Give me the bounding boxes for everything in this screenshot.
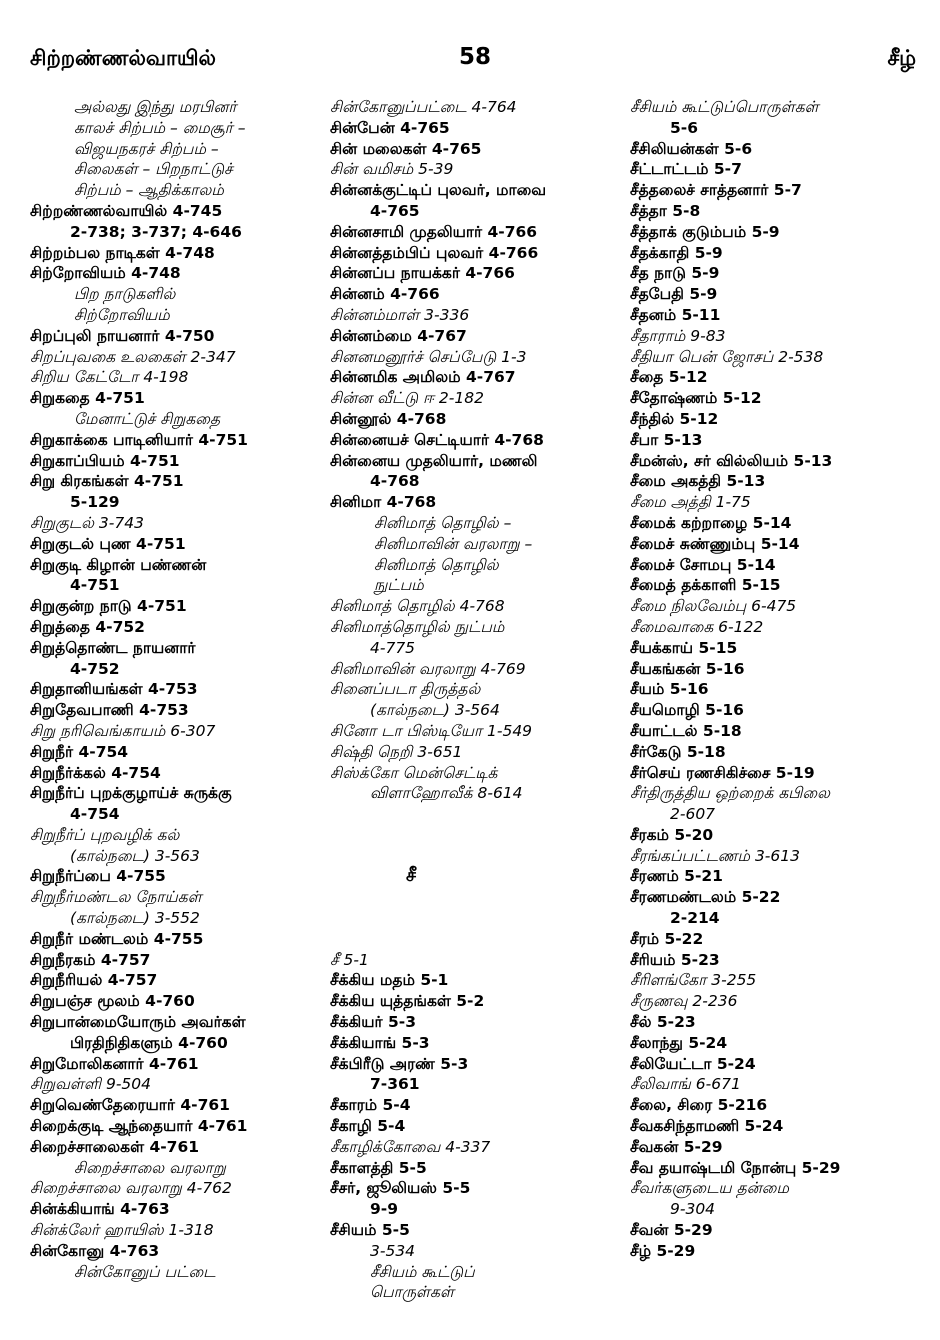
index-entry: சிறப்புலி நாயனார் 4-750 xyxy=(30,326,215,345)
index-subentry: பொருள்கள் xyxy=(370,1283,454,1302)
index-entry: சின்னம்மாள் 3-336 xyxy=(330,305,470,324)
index-entry: சீயமொழி 5-16 xyxy=(630,701,744,720)
index-entry: சீவகன் 5-29 xyxy=(630,1137,723,1156)
index-entry: சீவ தயாஷ்டமி நோன்பு 5-29 xyxy=(630,1158,841,1177)
index-subentry: (கால்நடை) 3-552 xyxy=(70,909,200,928)
index-entry: சீவன் 5-29 xyxy=(630,1221,713,1240)
index-entry: சிறு கிரகங்கள் 4-751 xyxy=(30,472,184,491)
index-entry: சிறுமோலிகனார் 4-761 xyxy=(30,1054,199,1073)
index-subentry: (கால்நடை) 3-563 xyxy=(70,846,200,865)
index-entry: சீயாட்டல் 5-18 xyxy=(630,721,742,740)
index-subentry: நுட்பம் xyxy=(374,576,424,595)
page-number: 58 xyxy=(458,44,491,70)
index-subentry: விஜயநகரச் சிற்பம் – xyxy=(74,139,219,158)
index-entry: சின் மலைகள் 4-765 xyxy=(330,139,482,158)
index-entry: சீதபேதி 5-9 xyxy=(630,285,718,304)
index-entry: சிற்றண்ணல்வாயில் 4-745 xyxy=(30,201,223,220)
page-header xyxy=(0,44,940,84)
index-entry: சின்னசாமி முதலியார் 4-766 xyxy=(330,222,538,241)
index-subentry: 4-752 xyxy=(70,659,120,678)
index-entry: சீமைக் கற்றாழை 5-14 xyxy=(630,513,792,532)
index-entry: சின்னத்தம்பிப் புலவர் 4-766 xyxy=(330,243,539,262)
index-entry: சீக்கியர் 5-3 xyxy=(330,1013,416,1032)
index-entry: சின்னம் 4-766 xyxy=(330,285,440,304)
index-column-3 xyxy=(630,97,930,1262)
index-entry: சின்கோனுப்பட்டை 4-764 xyxy=(330,98,517,116)
index-entry: சிறைச்சாலைகள் 4-761 xyxy=(30,1137,200,1156)
index-subentry: 2-738; 3-737; 4-646 xyxy=(70,222,242,241)
index-entry: சீழ் 5-29 xyxy=(630,1241,696,1260)
index-subentry: 3-534 xyxy=(370,1241,416,1260)
index-subentry: சிற்பம் – ஆதிக்காலம் xyxy=(74,181,224,200)
index-entry: சிற்றம்பல நாடிகள் 4-748 xyxy=(30,243,215,262)
index-entry: சிறுநீர் 4-754 xyxy=(30,742,129,761)
index-entry: சின்னமிக அமிலம் 4-767 xyxy=(330,368,516,387)
index-entry: சின்னைய முதலியார், மணலி xyxy=(330,451,538,470)
index-entry: சீர்கேடு 5-18 xyxy=(630,742,726,761)
index-entry: சிறிய கேட்டோ 4-198 xyxy=(30,368,189,387)
index-entry: சீதாராம் 9-83 xyxy=(630,326,726,345)
index-subentry: சினிமாவின் வரலாறு – xyxy=(374,534,533,553)
index-entry: சிறுநீர்ப் புறக்குழாய்ச் சுருக்கு xyxy=(30,784,232,803)
spacer xyxy=(330,887,628,908)
index-entry: சீகாரம் 5-4 xyxy=(330,1096,411,1115)
index-entry: சிறு நரிவெங்காயம் 6-307 xyxy=(30,721,216,740)
index-entry: சீட்டாட்டம் 5-7 xyxy=(630,160,742,179)
index-entry: சீதியா பென் ஜோசப் 2-538 xyxy=(630,347,824,366)
index-subentry: அல்லது இந்து மரபினர் xyxy=(74,98,237,116)
index-subentry: பிரதிநிதிகளும் 4-760 xyxy=(70,1033,228,1052)
index-subentry: பிற நாடுகளில் xyxy=(74,285,176,304)
index-subentry: 5-129 xyxy=(70,493,120,512)
index-entry: சீரியம் 5-23 xyxy=(630,950,720,969)
index-entry: சின்க்லேர் ஹாயிஸ் 1-318 xyxy=(30,1221,214,1240)
spacer xyxy=(330,908,628,929)
index-entry: சின்னையச் செட்டியார் 4-768 xyxy=(330,430,544,449)
index-entry: சீதனம் 5-11 xyxy=(630,305,721,324)
index-subentry: சீசியம் கூட்டுப் xyxy=(370,1262,475,1281)
index-entry: சிறுகாக்கை பாடினியார் 4-751 xyxy=(30,430,248,449)
index-entry: சிறுத்தொண்ட நாயனார் xyxy=(30,638,196,657)
index-entry: சிறுகுன்ற நாடு 4-751 xyxy=(30,597,187,616)
index-subentry: 4-765 xyxy=(370,201,420,220)
index-entry: சிறுநீரகம் 4-757 xyxy=(30,950,151,969)
index-entry: சீயக்காய் 5-15 xyxy=(630,638,738,657)
index-entry: சீர்செய் ரணசிகிச்சை 5-19 xyxy=(630,763,815,782)
index-entry: சினிமாத்தொழில் நுட்பம் xyxy=(330,617,505,636)
index-entry: சினிமாத் தொழில் 4-768 xyxy=(330,597,505,616)
index-entry: சிறைக்குடி ஆந்தையார் 4-761 xyxy=(30,1117,248,1136)
index-entry: சீரகம் 5-20 xyxy=(630,825,714,844)
index-entry: சீகாளத்தி 5-5 xyxy=(330,1158,427,1177)
index-entry: சீமை அகத்தி 5-13 xyxy=(630,472,766,491)
index-entry: சீருணவு 2-236 xyxy=(630,992,738,1011)
index-entry: சிறுகுடி கிழான் பண்ணன் xyxy=(30,555,207,574)
index-subentry: (கால்நடை) 3-564 xyxy=(370,701,500,720)
index-entry: சிறுவெண்தேரையார் 4-761 xyxy=(30,1096,230,1115)
index-subentry: மேனாட்டுச் சிறுகதை xyxy=(74,409,221,428)
index-subentry: சிலைகள் – பிறநாட்டுச் xyxy=(74,160,233,179)
index-subentry: 7-361 xyxy=(370,1075,420,1094)
index-entry: சின்ன வீட்டு ஈ 2-182 xyxy=(330,389,484,408)
index-subentry: 4-775 xyxy=(370,638,416,657)
index-entry: சின்கோனு 4-763 xyxy=(30,1241,160,1260)
index-entry: சின்னப்ப நாயக்கர் 4-766 xyxy=(330,264,515,283)
index-column-1 xyxy=(30,97,330,1282)
index-entry: சீவர்களுடைய தன்மை xyxy=(630,1179,789,1198)
index-entry: சீமன்ஸ், சர் வில்லியம் 5-13 xyxy=(630,451,833,470)
index-entry: சீக்கிய மதம் 5-1 xyxy=(330,971,449,990)
index-entry: சிற்றோவியம் 4-748 xyxy=(30,264,181,283)
index-entry: சீமைச் சுண்ணும்பு 5-14 xyxy=(630,534,800,553)
index-subentry: 4-751 xyxy=(70,576,120,595)
index-entry: சீமை அத்தி 1-75 xyxy=(630,493,751,512)
index-subentry: சினிமாத் தொழில் xyxy=(374,555,499,574)
index-entry: சீவகசிந்தாமணி 5-24 xyxy=(630,1117,784,1136)
index-entry: சீதை 5-12 xyxy=(630,368,708,387)
index-entry: சிஸ்க்கோ மென்செட்டிக் xyxy=(330,763,498,782)
index-subentry: 2-214 xyxy=(670,909,720,928)
index-entry: சீலாந்து 5-24 xyxy=(630,1033,728,1052)
index-entry: சிஷ்தி நெறி 3-651 xyxy=(330,742,463,761)
index-entry: சிறுபான்மையோரும் அவர்கள் xyxy=(30,1013,246,1032)
index-entry: சீத்தலைச் சாத்தனார் 5-7 xyxy=(630,181,802,200)
index-entry: சீக்பிரீடு அரண் 5-3 xyxy=(330,1054,469,1073)
index-entry: சீகாழிக்கோவை 4-337 xyxy=(330,1137,491,1156)
index-entry: சிறுநீரியல் 4-757 xyxy=(30,971,158,990)
index-entry: சிறுநீர் மண்டலம் 4-755 xyxy=(30,929,204,948)
spacer xyxy=(330,825,628,846)
header-left-guide-word: சிற்றண்ணல்வாயில் xyxy=(30,46,216,70)
index-entry: சீரணம் 5-21 xyxy=(630,867,723,886)
index-entry: சீசியம் 5-5 xyxy=(330,1221,410,1240)
index-entry: சிறுபஞ்ச மூலம் 4-760 xyxy=(30,992,195,1011)
index-entry: சிறுநீர்க்கல் 4-754 xyxy=(30,763,161,782)
index-subentry: 2-607 xyxy=(670,805,716,824)
spacer xyxy=(330,929,628,950)
index-entry: சிறுநீர்ப்பை 4-755 xyxy=(30,867,166,886)
index-entry: சீயகங்கன் 5-16 xyxy=(630,659,745,678)
index-entry: சீதோஷ்ணம் 5-12 xyxy=(630,389,762,408)
section-heading: சீ xyxy=(406,865,416,887)
index-entry: சீலியேட்டா 5-24 xyxy=(630,1054,756,1073)
index-entry: சினிமாவின் வரலாறு 4-769 xyxy=(330,659,526,678)
index-entry: சீரம் 5-22 xyxy=(630,929,704,948)
index-entry: சீல் 5-23 xyxy=(630,1013,696,1032)
index-entry: சீமைவாகை 6-122 xyxy=(630,617,764,636)
index-entry: சீர்திருத்திய ஒற்றைக் கபிலை xyxy=(630,784,830,803)
index-subentry: சினிமாத் தொழில் – xyxy=(374,513,512,532)
index-entry: சிறுநீர்மண்டல நோய்கள் xyxy=(30,888,202,907)
index-subentry: 4-754 xyxy=(70,805,120,824)
index-entry: சீரிளங்கோ 3-255 xyxy=(630,971,757,990)
index-subentry: சிற்றோவியம் xyxy=(74,305,170,324)
index-entry: சிறுதேவபாணி 4-753 xyxy=(30,701,189,720)
index-entry: சின்னக்குட்டிப் புலவர், மாவை xyxy=(330,181,547,200)
header-right-guide-word: சீழ் xyxy=(887,46,916,70)
index-entry: சீரங்கப்பட்டணம் 3-613 xyxy=(630,846,800,865)
index-entry: சினைப்படா திருத்தல் xyxy=(330,680,481,699)
index-entry: சின்னம்மை 4-767 xyxy=(330,326,467,345)
index-entry: சீக்கிய யுத்தங்கள் 5-2 xyxy=(330,992,485,1011)
index-subentry: விளாஹோவீக் 8-614 xyxy=(370,784,523,803)
index-entry: சீசிலியன்கள் 5-6 xyxy=(630,139,753,158)
index-column-2 xyxy=(330,97,628,1303)
index-entry: சீரணமண்டலம் 5-22 xyxy=(630,888,781,907)
index-entry: சீபா 5-13 xyxy=(630,430,703,449)
index-entry: சின்பேன் 4-765 xyxy=(330,118,450,137)
index-entry: சீசியம் கூட்டுப்பொருள்கள் xyxy=(630,98,819,116)
index-subentry: 9-9 xyxy=(370,1200,399,1219)
index-entry: சீத்தாக் குடும்பம் 5-9 xyxy=(630,222,780,241)
index-subentry: காலச் சிற்பம் – மைசூர் – xyxy=(74,118,246,137)
index-entry: சீமைத் தக்காளி 5-15 xyxy=(630,576,781,595)
index-entry: சினோ டா பிஸ்டியோ 1-549 xyxy=(330,721,533,740)
index-entry: சிறுதானியங்கள் 4-753 xyxy=(30,680,198,699)
index-subentry: 4-768 xyxy=(370,472,420,491)
index-entry: சிறுநீர்ப் புறவழிக் கல் xyxy=(30,825,180,844)
index-subentry: சின்கோனுப் பட்டை xyxy=(74,1262,216,1281)
index-entry: சீந்தில் 5-12 xyxy=(630,409,719,428)
index-entry: சிறுகாப்பியம் 4-751 xyxy=(30,451,180,470)
index-entry: சிறுகுடல் 3-743 xyxy=(30,513,144,532)
index-entry: சிறைச்சாலை வரலாறு 4-762 xyxy=(30,1179,232,1198)
index-entry: சீயம் 5-16 xyxy=(630,680,709,699)
index-entry: சீதக்காதி 5-9 xyxy=(630,243,723,262)
index-entry: சீத நாடு 5-9 xyxy=(630,264,720,283)
index-entry: சீ 5-1 xyxy=(330,950,369,969)
index-subentry: 9-304 xyxy=(670,1200,716,1219)
index-entry: சிறுவள்ளி 9-504 xyxy=(30,1075,152,1094)
index-entry: சினிமா 4-768 xyxy=(330,493,437,512)
index-entry: சின் வமிசம் 5-39 xyxy=(330,160,454,179)
index-entry: சீலை, சிரை 5-216 xyxy=(630,1096,768,1115)
index-entry: சீமை நிலவேம்பு 6-475 xyxy=(630,597,797,616)
index-entry: சிறப்புவகை உலகைள் 2-347 xyxy=(30,347,236,366)
index-entry: சீகாழி 5-4 xyxy=(330,1117,406,1136)
index-entry: சிறுகுடல் புண 4-751 xyxy=(30,534,186,553)
index-entry: சீமைச் சோமபு 5-14 xyxy=(630,555,776,574)
index-entry: சீலிவாங் 6-671 xyxy=(630,1075,741,1094)
spacer xyxy=(330,846,628,867)
index-entry: சீத்தா 5-8 xyxy=(630,201,701,220)
index-entry: சின்க்கியாங் 4-763 xyxy=(30,1200,170,1219)
index-entry: சிறுத்தை 4-752 xyxy=(30,617,145,636)
index-subentry: 5-6 xyxy=(670,118,699,137)
index-entry: சினனமனூர்ச் செப்பேடு 1-3 xyxy=(330,347,527,366)
spacer xyxy=(330,804,628,825)
index-entry: சீசர், ஜூலியஸ் 5-5 xyxy=(330,1179,471,1198)
index-subentry: சிறைச்சாலை வரலாறு xyxy=(74,1158,226,1177)
index-entry: சின்னூல் 4-768 xyxy=(330,409,447,428)
index-entry: சீக்கியாங் 5-3 xyxy=(330,1033,430,1052)
index-entry: சிறுகதை 4-751 xyxy=(30,389,145,408)
